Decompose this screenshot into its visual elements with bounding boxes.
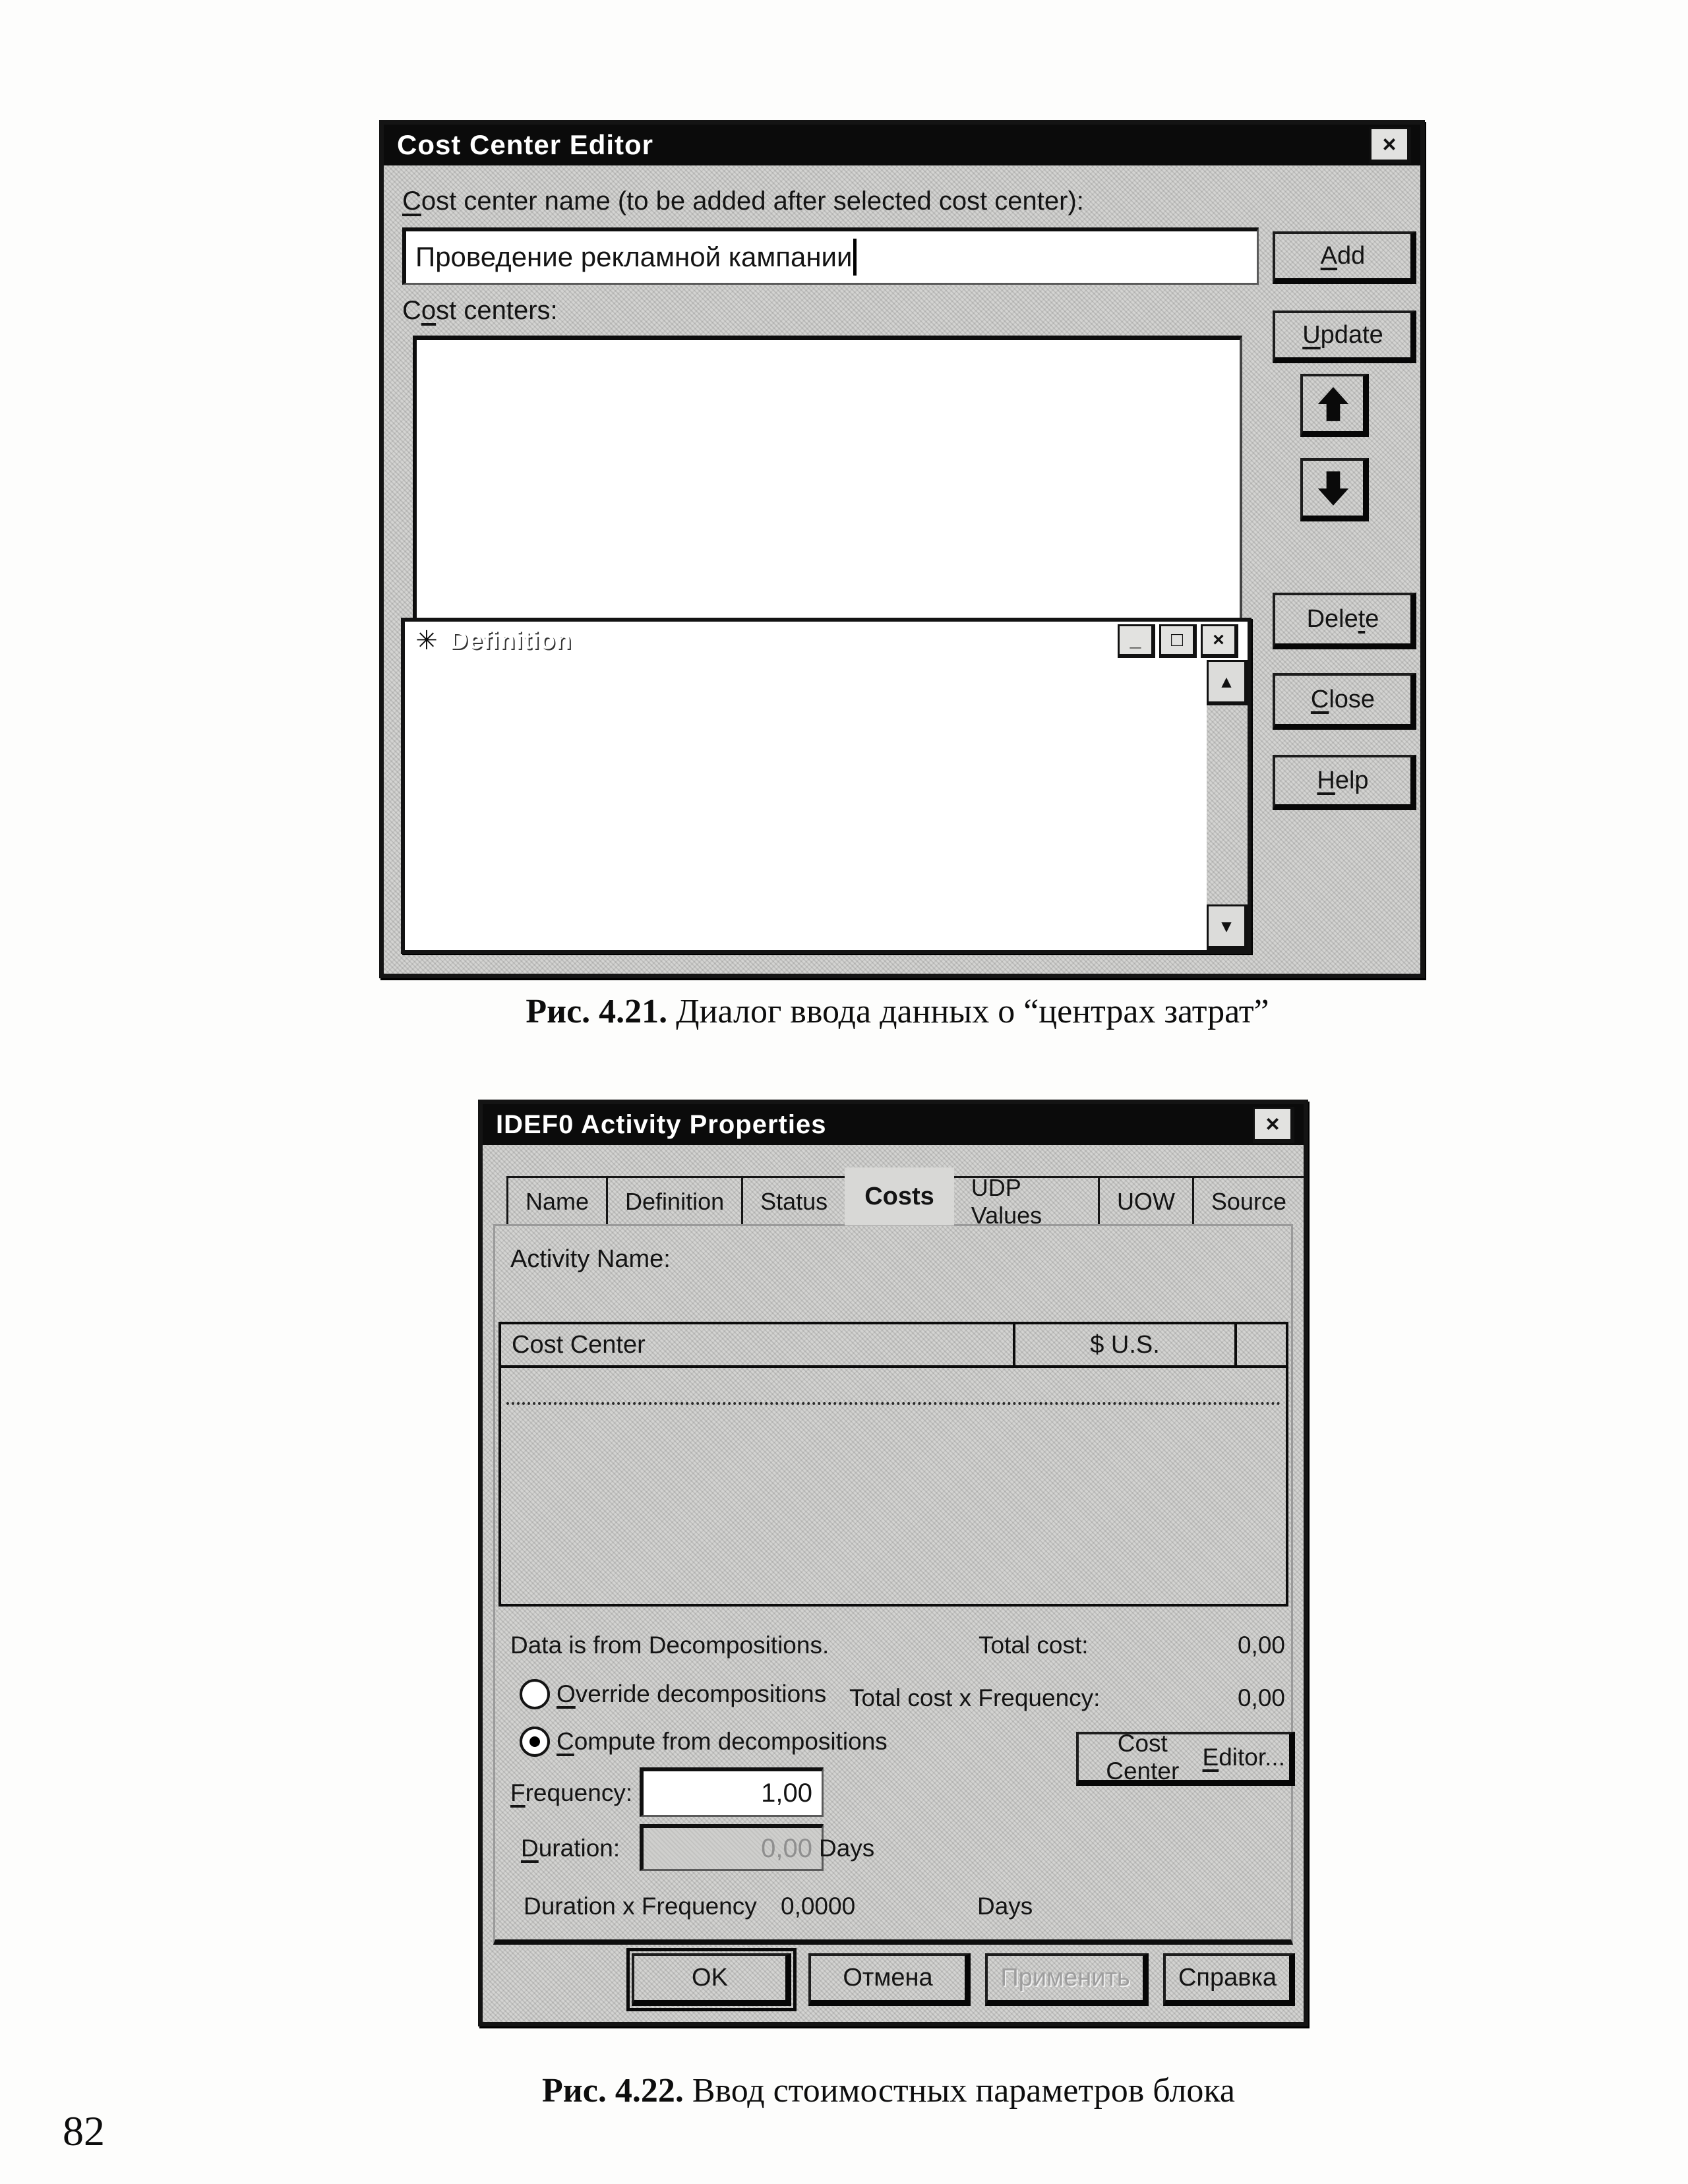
tab-status[interactable]: Status: [741, 1176, 847, 1225]
close-dialog-button[interactable]: C lose: [1273, 673, 1416, 730]
dialog-title: Cost Center Editor: [397, 129, 654, 160]
idef0-activity-properties-dialog: [478, 1100, 1308, 2026]
empty-selected-row[interactable]: [506, 1371, 1281, 1405]
move-down-button[interactable]: [1300, 458, 1369, 521]
arrow-down-icon: [1313, 468, 1354, 509]
duration-unit-label: Days: [819, 1835, 875, 1862]
definition-window-icon: ✳: [415, 626, 438, 655]
help-button[interactable]: H elp: [1273, 755, 1416, 810]
radio-compute-from-decompositions[interactable]: [520, 1727, 550, 1757]
tab-costs[interactable]: Costs: [845, 1167, 954, 1225]
total-cost-x-frequency-value: 0,00: [1237, 1684, 1285, 1711]
titlebar[interactable]: [483, 1104, 1304, 1145]
figure-label: Рис. 4.21.: [526, 993, 668, 1030]
arrow-up-icon: [1313, 384, 1354, 425]
radio-compute-label: Compute from decompositions: [557, 1728, 888, 1755]
close-button[interactable]: [1201, 624, 1238, 658]
update-button[interactable]: U pdate: [1273, 310, 1416, 363]
figure-caption-422: [478, 2071, 1299, 2110]
text-caret: [853, 239, 857, 276]
figure-text: Диалог ввода данных о “центрах затрат”: [667, 993, 1269, 1030]
cost-center-name-input[interactable]: [402, 227, 1259, 285]
activity-name-label: Activity Name:: [510, 1245, 671, 1273]
close-icon: ×: [1265, 1109, 1280, 1137]
figure-label: Рис. 4.22.: [542, 2072, 684, 2110]
frequency-value: 1,00: [761, 1778, 812, 1808]
duration-x-frequency-value: 0,0000: [781, 1893, 856, 1920]
add-button[interactable]: A dd: [1273, 231, 1416, 284]
tab-name[interactable]: Name: [506, 1176, 608, 1225]
apply-button[interactable]: Применить: [985, 1953, 1149, 2006]
cost-centers-label: Cost centers:: [402, 296, 558, 325]
move-up-button[interactable]: [1300, 374, 1369, 437]
dialog-title: IDEF0 Activity Properties: [496, 1109, 827, 1139]
frequency-label: Frequency:: [510, 1779, 633, 1806]
scroll-up-icon: ▲: [1218, 671, 1235, 692]
table-body[interactable]: [498, 1368, 1288, 1607]
column-header-cost-center: Cost Center: [501, 1324, 1015, 1365]
cost-center-editor-dialog: [379, 120, 1425, 978]
maximize-icon: □: [1170, 628, 1184, 651]
table-header: [498, 1322, 1288, 1368]
cost-center-name-value: Проведение рекламной кампании: [415, 241, 853, 272]
cost-center-editor-button[interactable]: Cost Center E ditor...: [1076, 1732, 1295, 1786]
total-cost-value: 0,00: [1237, 1632, 1285, 1659]
data-source-note: Data is from Decompositions.: [510, 1632, 829, 1659]
page-number: 82: [63, 2108, 105, 2154]
figure-text: Ввод стоимостных параметров блока: [683, 2072, 1235, 2110]
frequency-input[interactable]: [640, 1767, 824, 1817]
duration-input: [640, 1824, 824, 1871]
tab-definition[interactable]: Definition: [606, 1176, 743, 1225]
close-button[interactable]: [1253, 1107, 1294, 1143]
duration-label: Duration:: [521, 1835, 620, 1862]
scroll-down-icon: ▼: [1218, 916, 1235, 936]
cancel-button[interactable]: Отмена: [808, 1953, 971, 2006]
duration-x-frequency-unit: Days: [977, 1893, 1033, 1920]
cost-center-table: [498, 1322, 1288, 1607]
scroll-up-button[interactable]: [1207, 660, 1248, 705]
total-cost-x-frequency-label: Total cost x Frequency:: [849, 1684, 1100, 1711]
figure-caption-421: [379, 992, 1416, 1031]
close-icon: ×: [1213, 628, 1224, 651]
delete-button[interactable]: Dele t e: [1273, 593, 1416, 649]
tab-strip: [506, 1167, 1304, 1229]
column-header-us-dollars: $ U.S.: [1015, 1324, 1237, 1365]
cost-center-name-label: Cost center name (to be added after selected cost center):: [402, 187, 1084, 216]
tab-source[interactable]: Source: [1192, 1176, 1306, 1225]
column-header-spacer: [1237, 1324, 1286, 1365]
scrollbar-track[interactable]: [1207, 705, 1248, 904]
radio-override-decompositions[interactable]: [520, 1679, 550, 1709]
maximize-button[interactable]: [1159, 624, 1197, 658]
minimize-button[interactable]: [1118, 624, 1155, 658]
tab-udp-values[interactable]: UDP Values: [952, 1176, 1100, 1225]
minimize-icon: _: [1130, 628, 1141, 651]
close-button[interactable]: [1370, 127, 1411, 163]
ok-button[interactable]: OK: [632, 1953, 791, 2006]
total-cost-label: Total cost:: [979, 1632, 1089, 1659]
vertical-scrollbar[interactable]: [1207, 660, 1248, 950]
titlebar[interactable]: [384, 125, 1420, 165]
radio-override-label: Override decompositions: [557, 1680, 827, 1707]
duration-x-frequency-label: Duration x Frequency: [524, 1893, 757, 1920]
close-icon: ×: [1382, 130, 1397, 158]
definition-titlebar[interactable]: [405, 622, 1248, 660]
help-button[interactable]: Справка: [1163, 1953, 1295, 2006]
scroll-down-button[interactable]: [1207, 904, 1248, 950]
definition-text-area[interactable]: [405, 660, 1207, 950]
definition-window-title: Definition: [450, 626, 572, 655]
tab-uow[interactable]: UOW: [1098, 1176, 1194, 1225]
definition-window: [401, 618, 1251, 954]
duration-value: 0,00: [761, 1833, 812, 1863]
